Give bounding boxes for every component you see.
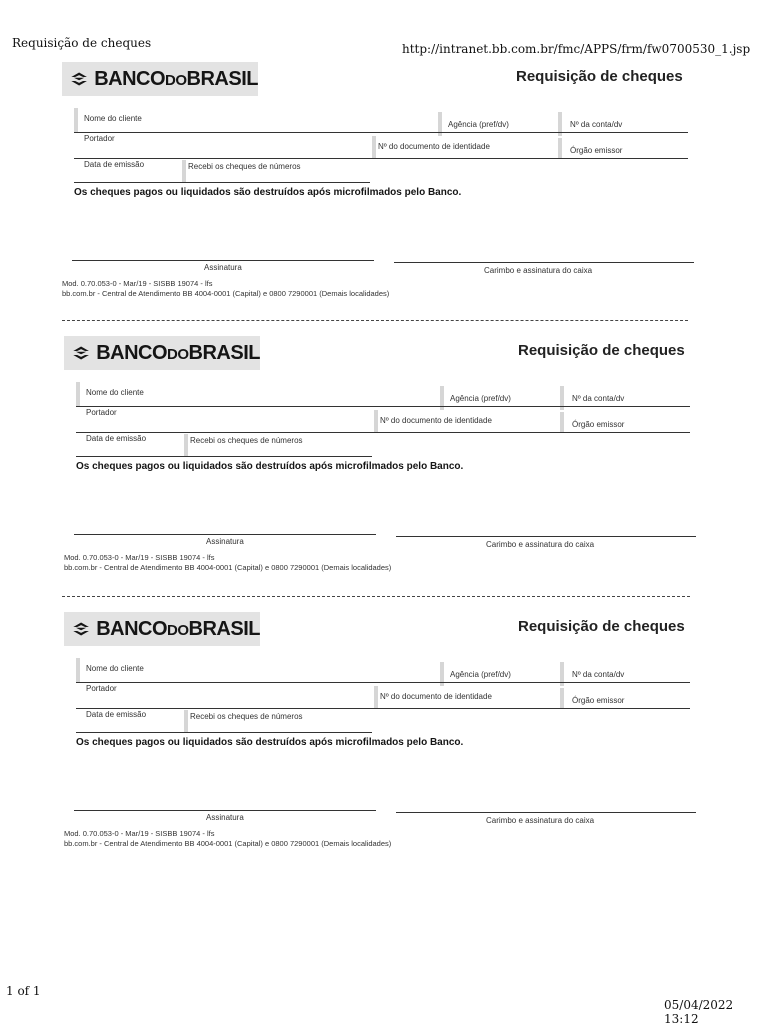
divider: [76, 708, 690, 709]
field-bar: [372, 136, 376, 158]
divider: [74, 132, 688, 133]
agency-label: Agência (pref/dv): [450, 670, 511, 679]
signature-label: Assinatura: [204, 263, 242, 272]
issue-date-label: Data de emissão: [86, 434, 147, 443]
cheque-request-form: [64, 336, 714, 586]
id-document-label: Nº do documento de identidade: [380, 692, 492, 701]
cheque-request-form: [62, 62, 712, 312]
bank-name: BANCODOBRASIL: [94, 67, 258, 90]
bank-name: BANCODOBRASIL: [96, 341, 260, 364]
destruction-notice: Os cheques pagos ou liquidados são destruídos após microfilmados pelo Banco.: [76, 737, 464, 748]
divider: [76, 406, 690, 407]
field-bar: [560, 412, 564, 432]
agency-label: Agência (pref/dv): [448, 120, 509, 129]
account-label: Nº da conta/dv: [572, 394, 625, 403]
divider: [76, 682, 690, 683]
model-code: Mod. 0.70.053-0 - Mar/19 - SISBB 19074 - lfs: [62, 279, 213, 288]
signature-line: [72, 260, 374, 261]
banco-do-brasil-logo-icon: [70, 68, 88, 90]
form-title: Requisição de cheques: [516, 68, 683, 85]
field-bar: [74, 108, 78, 132]
header-left-title: Requisição de cheques: [12, 36, 152, 50]
form-title: Requisição de cheques: [518, 342, 685, 359]
signature-line: [74, 534, 376, 535]
field-bar: [182, 160, 186, 182]
banco-do-brasil-logo-icon: [72, 342, 90, 364]
client-name-label: Nome do cliente: [84, 114, 142, 123]
cut-line: [62, 596, 690, 597]
bank-logo: [62, 62, 258, 96]
model-code: Mod. 0.70.053-0 - Mar/19 - SISBB 19074 - lfs: [64, 553, 215, 562]
field-bar: [184, 710, 188, 732]
id-document-label: Nº do documento de identidade: [380, 416, 492, 425]
contact-info: bb.com.br - Central de Atendimento BB 4004-0001 (Capital) e 0800 7290001 (Demais localidades): [64, 563, 392, 572]
bearer-label: Portador: [84, 134, 115, 143]
stamp-label: Carimbo e assinatura do caixa: [484, 266, 593, 275]
model-code: Mod. 0.70.053-0 - Mar/19 - SISBB 19074 - lfs: [64, 829, 215, 838]
stamp-line: [394, 262, 694, 263]
field-bar: [374, 410, 378, 432]
stamp-line: [396, 536, 696, 537]
received-cheques-label: Recebi os cheques de números: [190, 436, 303, 445]
field-bar: [76, 382, 80, 406]
divider: [76, 456, 372, 457]
destruction-notice: Os cheques pagos ou liquidados são destruídos após microfilmados pelo Banco.: [76, 461, 464, 472]
id-document-label: Nº do documento de identidade: [378, 142, 490, 151]
bank-logo: [64, 336, 260, 370]
print-timestamp: 05/04/2022 13:12: [664, 998, 734, 1026]
contact-info: bb.com.br - Central de Atendimento BB 4004-0001 (Capital) e 0800 7290001 (Demais localidades): [64, 839, 392, 848]
divider: [76, 732, 372, 733]
signature-label: Assinatura: [206, 813, 244, 822]
page-count: 1 of 1: [6, 984, 41, 998]
signature-label: Assinatura: [206, 537, 244, 546]
stamp-label: Carimbo e assinatura do caixa: [486, 540, 595, 549]
received-cheques-label: Recebi os cheques de números: [188, 162, 301, 171]
received-cheques-label: Recebi os cheques de números: [190, 712, 303, 721]
field-bar: [374, 686, 378, 708]
banco-do-brasil-logo-icon: [72, 618, 90, 640]
divider: [76, 432, 690, 433]
field-bar: [76, 658, 80, 682]
bearer-label: Portador: [86, 408, 117, 417]
form-title: Requisição de cheques: [518, 618, 685, 635]
signature-line: [74, 810, 376, 811]
page-url[interactable]: http://intranet.bb.com.br/fmc/APPS/frm/fw0700530_1.jsp: [402, 42, 751, 56]
issuer-label: Órgão emissor: [570, 146, 623, 155]
bank-name: BANCODOBRASIL: [96, 617, 260, 640]
issuer-label: Órgão emissor: [572, 420, 625, 429]
divider: [74, 182, 370, 183]
cut-line: [62, 320, 688, 321]
stamp-label: Carimbo e assinatura do caixa: [486, 816, 595, 825]
client-name-label: Nome do cliente: [86, 664, 144, 673]
account-label: Nº da conta/dv: [570, 120, 623, 129]
destruction-notice: Os cheques pagos ou liquidados são destruídos após microfilmados pelo Banco.: [74, 187, 462, 198]
bearer-label: Portador: [86, 684, 117, 693]
divider: [74, 158, 688, 159]
bank-logo: [64, 612, 260, 646]
agency-label: Agência (pref/dv): [450, 394, 511, 403]
field-bar: [558, 138, 562, 158]
contact-info: bb.com.br - Central de Atendimento BB 4004-0001 (Capital) e 0800 7290001 (Demais localidades): [62, 289, 390, 298]
client-name-label: Nome do cliente: [86, 388, 144, 397]
field-bar: [560, 688, 564, 708]
cheque-request-form: [64, 612, 714, 862]
account-label: Nº da conta/dv: [572, 670, 625, 679]
field-bar: [184, 434, 188, 456]
issuer-label: Órgão emissor: [572, 696, 625, 705]
issue-date-label: Data de emissão: [84, 160, 145, 169]
issue-date-label: Data de emissão: [86, 710, 147, 719]
stamp-line: [396, 812, 696, 813]
